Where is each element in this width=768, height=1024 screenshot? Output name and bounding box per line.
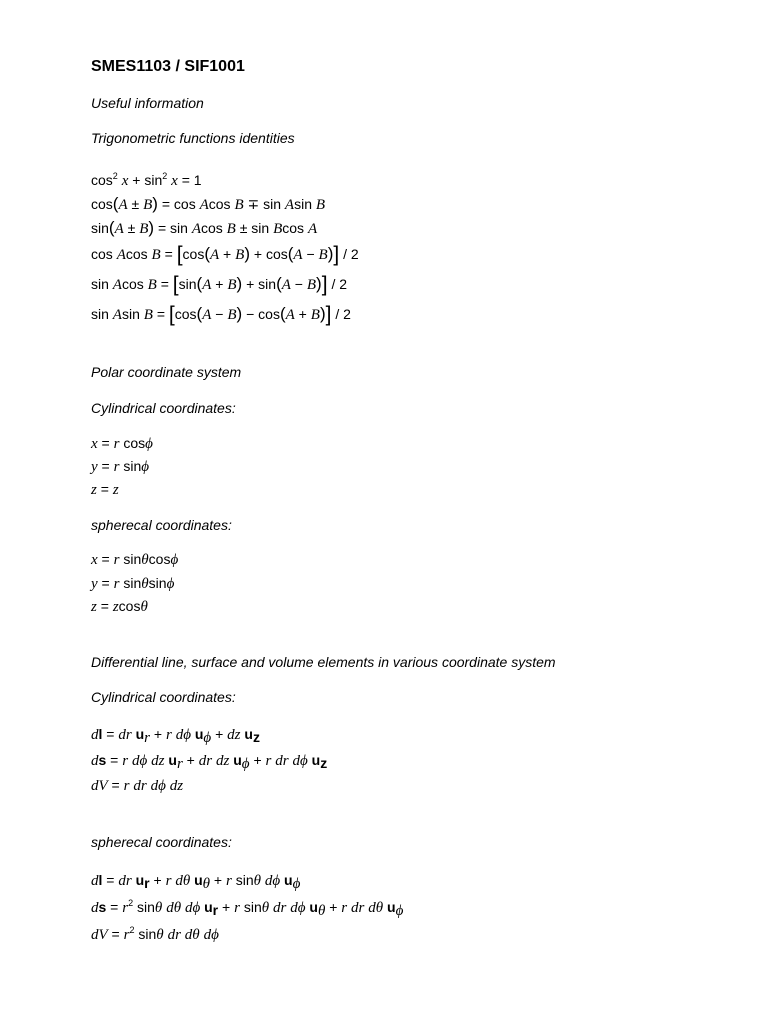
equation-sph-dv: dV = $r^2$ sinθ dr dθ dϕ — [91, 925, 219, 943]
heading-useful-information: Useful information — [91, 95, 204, 111]
equation-sph-y: y = r sinθsinϕ — [91, 575, 175, 592]
equation-cyl-y: y = r sinϕ — [91, 458, 150, 475]
equation-cyl-ds: ds = r dϕ dz $u_r$ + dr dz $u_\phi + r$ dr dϕ $u_z$ — [91, 752, 328, 772]
equation-trig-2: cos(A ± B) = cos Acos B ∓ sin Asin B — [91, 194, 326, 213]
equation-trig-4: cos Acos B = [cos(A + B) + cos(A − B)] / 2 — [91, 243, 359, 266]
heading-spherical-coordinates: spherecal coordinates: — [91, 517, 232, 533]
heading-cylindrical-coordinates: Cylindrical coordinates: — [91, 400, 236, 416]
equation-cyl-x: x = r cosϕ — [91, 435, 153, 452]
equation-sph-z: z = zcosθ — [91, 598, 148, 615]
equation-trig-1: $\cos^2 x + \sin^2 x = 1$ — [91, 171, 202, 189]
equation-cyl-z: z = z — [91, 481, 119, 498]
equation-sph-ds: ds = $r^2$ sinθ dθ dϕ $u_r + r$ sinθ dr dϕ $u_\theta + r$ dr dθ $u_\phi$ — [91, 898, 404, 919]
page-title: SMES1103 / SIF1001 — [91, 58, 245, 75]
equation-trig-5: sin Acos B = [sin(A + B) + sin(A − B)] / 2 — [91, 273, 348, 296]
equation-sph-dl: dl = dr $u_r + r$ dθ $u_\theta + r$ sinθ dϕ $u_\phi$ — [91, 872, 301, 892]
equation-sph-x: x = r sinθcosϕ — [91, 551, 179, 568]
heading-spherical-coordinates-2: spherecal coordinates: — [91, 834, 232, 850]
heading-trig-identities: Trigonometric functions identities — [91, 130, 295, 146]
heading-differential-elements: Differential line, surface and volume elements in various coordinate system — [91, 654, 556, 670]
heading-polar-coordinates: Polar coordinate system — [91, 364, 242, 380]
heading-cylindrical-coordinates-2: Cylindrical coordinates: — [91, 689, 236, 705]
equation-cyl-dv: dV = r dr dϕ dz — [91, 777, 184, 794]
equation-trig-3: sin(A ± B) = sin Acos B ± sin Bcos A — [91, 218, 318, 237]
equation-trig-6: sin Asin B = [cos(A − B) − cos(A + B)] / 2 — [91, 303, 351, 326]
equation-cyl-dl: dl = dr $u_r + r$ dϕ $u_\phi$ + dz $u_z$ — [91, 726, 260, 746]
